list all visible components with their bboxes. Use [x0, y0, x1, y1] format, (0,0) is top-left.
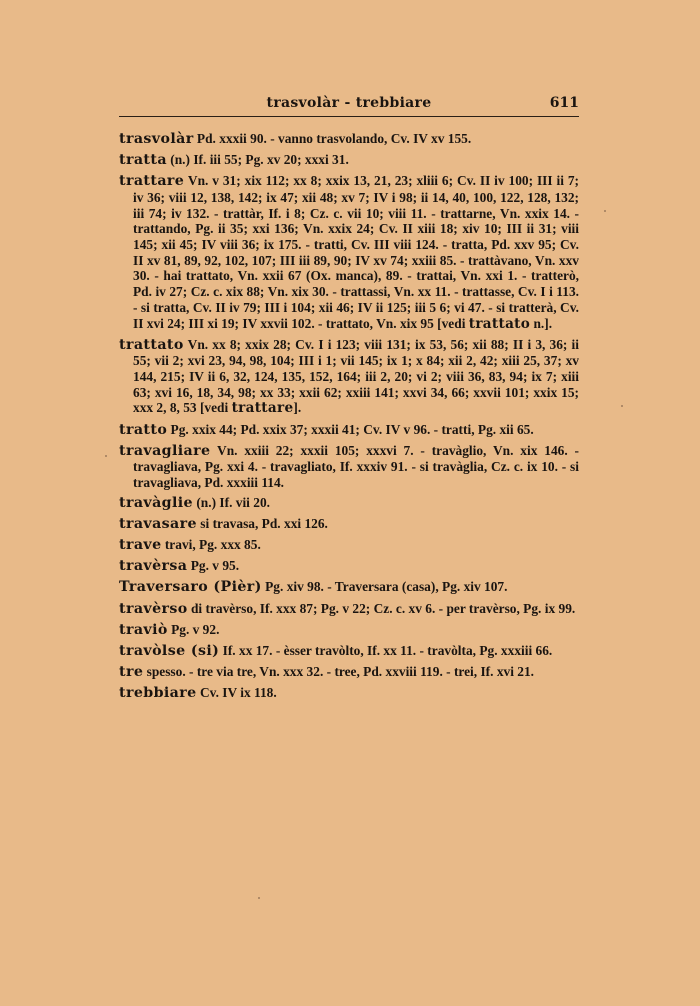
running-head [119, 92, 579, 117]
entry-text: (n.) If. iii 55; Pg. xv 20; xxxi 31. [166, 152, 349, 168]
entry-trave [119, 537, 579, 554]
entry-text: travi, Pg. xxx 85. [161, 537, 261, 553]
entry-tratta [119, 152, 579, 169]
entry-text: Vn. xxiii 22; xxxii 105; xxxvi 7. - travàglio, Vn. xix 146. - travagliava, Pg. xxi 4. - travagliato, If. xxxiv 91. - si travàglia, Cz. c. ix 10. - si travagliava, Pd. xxxiii 114. [133, 442, 579, 491]
headword: tratto [119, 421, 168, 438]
headword: travèrso [119, 600, 188, 617]
entry-text: Pg. v 92. [167, 621, 220, 637]
headword: Traversaro (Pièr) [119, 579, 262, 596]
entry-text: Cv. IV ix 118. [196, 684, 277, 700]
headword: trebbiare [119, 684, 197, 701]
headword: tratta [119, 152, 167, 169]
paper-speck [105, 455, 107, 457]
entry-trattare [119, 173, 579, 332]
entry-tratto [119, 422, 579, 439]
headword: travagliare [119, 442, 211, 459]
entry-text: Vn. v 31; xix 112; xx 8; xxix 13, 21, 23; xliii 6; Cv. II iv 100; III ii 7; iv 36; viii 12, 138, 142; ix 47; xii 48; xv 7; IV i 98; ii 14, 40, 100, 122, 128, 132; iii 74; iv 132. - trattàr, If. i 8; Cz. c. vii 10; viii 11. - trattarne, Vn. xxix 14. - trattando, Pg. ii 35; xxi 136; Vn. xxix 24; Cv. II xiii 18; xiv 10; III ii 31; viii 145; xii 45; IV viii 36; ix 175. - tratti, Cv. III viii 124. - tratta, Pd. xxv 95; Cv. II xv 81, 89, 92, 102, 107; III iii 89, 90; IV xv 74; xxiii 85. - trattàvano, Vn. xxv 30. - hai trattato, Vn. xxii 67 (Ox. manca), 89. - trattai, Vn. xxi 1. - tratterò, Pd. iv 27; Cz. c. xix 88; Vn. xix 30. - trattassi, Vn. xx 11. - trattasse, Cv. I i 113. - si tratta, Cv. II iv 79; III i 104; xii 46; IV ii 125; iii 5 6; vi 47. - si tratterà, Cv. II xvi 24; III xi 19; IV xxvii 102. - trattato, Vn. xix 95 [vedi [133, 173, 579, 331]
entry-traverso [119, 601, 579, 618]
entry-text: spesso. - tre via tre, Vn. xxx 32. - tree, Pd. xxviii 119. - trei, If. xvi 21. [143, 663, 535, 679]
entry-text: Pd. xxxii 90. - vanno trasvolando, Cv. IV xv 155. [193, 131, 472, 146]
entry-travio [119, 622, 579, 639]
entry-text: If. xx 17. - èsser travòlto, If. xx 11. - travòlta, Pg. xxxiii 66. [219, 642, 553, 658]
headword: trave [119, 537, 162, 554]
entry-text: (n.) If. vii 20. [192, 495, 270, 511]
entry-traversa [119, 558, 579, 575]
entry-travasare [119, 516, 579, 533]
entry-tre [119, 664, 579, 681]
cross-reference: trattato [468, 315, 531, 332]
running-title: trasvolàr - trebbiare [266, 95, 432, 111]
entry-trebbiare [119, 685, 579, 702]
entry-tail: n.]. [530, 315, 553, 331]
headword: tre [119, 663, 144, 680]
headword: traviò [119, 621, 168, 638]
entry-text: Pg. xxix 44; Pd. xxix 37; xxxii 41; Cv. IV v 96. - tratti, Pg. xii 65. [167, 421, 534, 437]
headword: trattare [119, 173, 185, 190]
headword: trattato [119, 336, 184, 353]
entry-traversaro [119, 579, 579, 596]
headword: travòlse (si) [119, 642, 220, 659]
entry-text: Pg. xiv 98. - Traversara (casa), Pg. xiv 107. [261, 579, 508, 595]
entry-text: Vn. xx 8; xxix 28; Cv. I i 123; viii 131; ix 53, 56; xii 88; II i 3, 36; ii 55; vii 2; xvi 23, 94, 98, 104; III i 1; vii 145; ix 1; x 84; xii 2, 42; xiii 25, 37; xv 144, 215; IV ii 6, 32, 124, 135, 152, 164; iii 2, 20; vi 2; viii 36, 83, 94; ix 7; xiii 63; xvi 16, 18, 34, 98; xx 33; xxii 62; xxiii 141; xxvi 34, 66; xxvii 101; xxix 15; xxx 2, 8, 53 [vedi [133, 336, 579, 416]
paper-speck [604, 210, 606, 212]
headword: travasare [119, 516, 197, 533]
headword: trasvolàr [119, 131, 194, 147]
entry-text: di travèrso, If. xxx 87; Pg. v 22; Cz. c. xv 6. - per travèrso, Pg. ix 99. [187, 600, 576, 616]
dictionary-page [119, 92, 579, 706]
cross-reference: trattare [231, 400, 294, 417]
page-number: 611 [549, 95, 579, 111]
entry-trattato [119, 337, 579, 418]
entry-travolse [119, 643, 579, 660]
paper-speck [621, 405, 623, 407]
entry-text: Pg. v 95. [187, 558, 240, 574]
entry-travaglie [119, 495, 579, 512]
headword: travèrsa [119, 558, 188, 575]
entry-travagliare [119, 443, 579, 491]
entry-tail: ]. [293, 400, 302, 416]
entry-list [119, 131, 579, 702]
paper-speck [258, 897, 260, 899]
headword: travàglie [119, 495, 193, 512]
entry-trasvolar [119, 131, 579, 148]
entry-text: si travasa, Pd. xxi 126. [196, 516, 328, 532]
